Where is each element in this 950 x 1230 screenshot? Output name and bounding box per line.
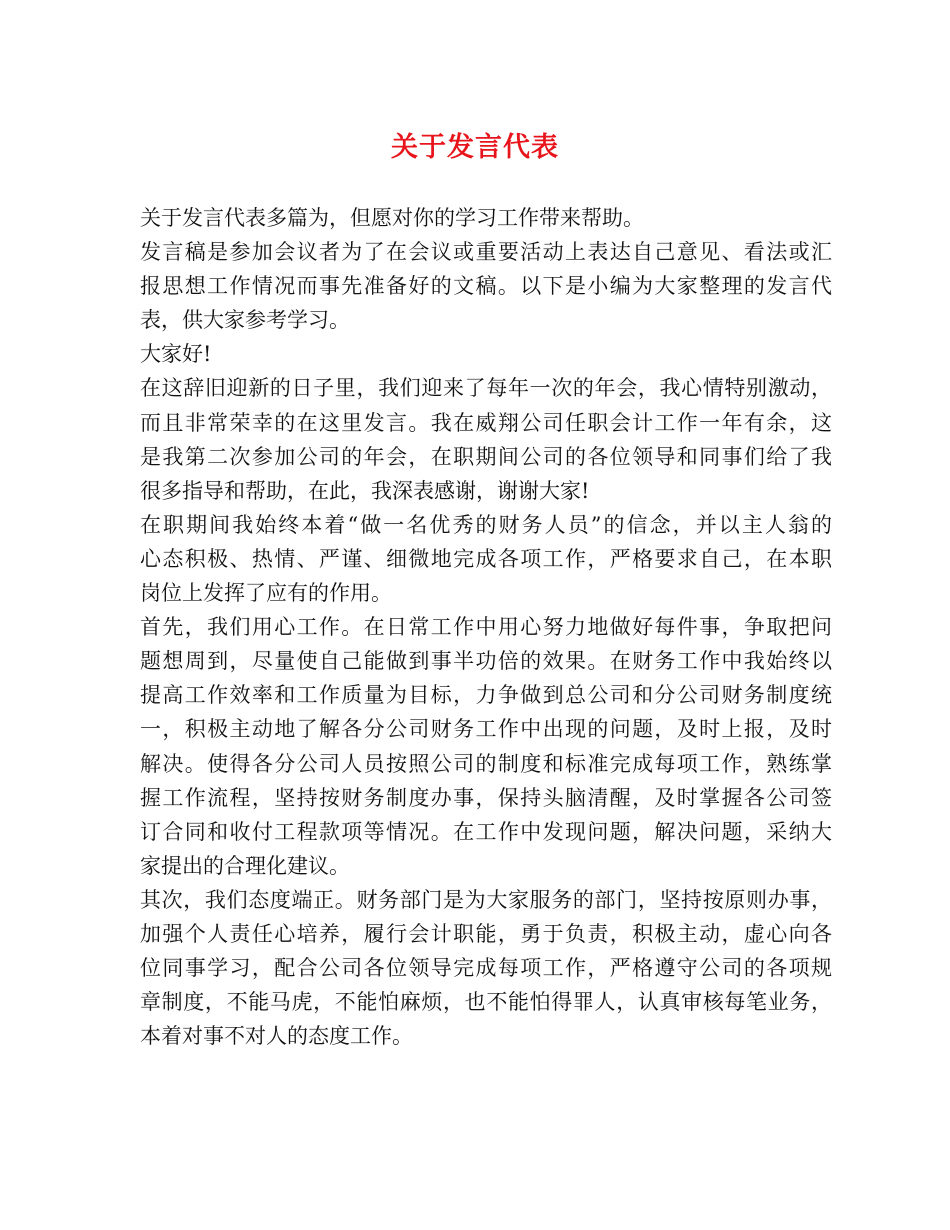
text-line: 加强个人责任心培养，履行会计职能，勇于负责，积极主动，虚心向各 bbox=[140, 921, 832, 946]
document-title: 关于发言代表 bbox=[391, 132, 559, 163]
text-line: 其次，我们态度端正。财务部门是为大家服务的部门，坚持按原则办事， bbox=[140, 887, 832, 912]
text-line: 而且非常荣幸的在这里发言。我在威翔公司任职会计工作一年有余，这 bbox=[140, 410, 832, 435]
text-line: 是我第二次参加公司的年会，在职期间公司的各位领导和同事们给了我 bbox=[140, 444, 832, 469]
text-line: 岗位上发挥了应有的作用。 bbox=[140, 581, 392, 606]
text-line: 发言稿是参加会议者为了在会议或重要活动上表达自己意见、看法或汇 bbox=[140, 240, 832, 265]
text-line: 题想周到，尽量使自己能做到事半功倍的效果。在财务工作中我始终以 bbox=[140, 649, 832, 674]
text-line: 报思想工作情况而事先准备好的文稿。以下是小编为大家整理的发言代 bbox=[140, 274, 832, 299]
text-line: 很多指导和帮助，在此，我深表感谢，谢谢大家! bbox=[140, 478, 590, 503]
text-line: 关于发言代表多篇为，但愿对你的学习工作带来帮助。 bbox=[140, 206, 644, 230]
text-line: 解决。使得各分公司人员按照公司的制度和标准完成每项工作，熟练掌 bbox=[140, 751, 832, 776]
text-line: 在这辞旧迎新的日子里，我们迎来了每年一次的年会，我心情特别激动， bbox=[140, 376, 832, 401]
text-line: 订合同和收付工程款项等情况。在工作中发现问题，解决问题，采纳大 bbox=[140, 819, 832, 844]
text-line: 家提出的合理化建议。 bbox=[140, 853, 350, 878]
text-line: 一，积极主动地了解各分公司财务工作中出现的问题，及时上报，及时 bbox=[140, 717, 832, 742]
text-line: 表，供大家参考学习。 bbox=[140, 308, 350, 333]
text-line: 握工作流程，坚持按财务制度办事，保持头脑清醒，及时掌握各公司签 bbox=[140, 785, 832, 810]
document-body bbox=[140, 201, 832, 1053]
text-line: 提高工作效率和工作质量为目标，力争做到总公司和分公司财务制度统 bbox=[140, 683, 832, 708]
text-line: 章制度，不能马虎，不能怕麻烦，也不能怕得罪人，认真审核每笔业务， bbox=[140, 990, 832, 1015]
text-line: 位同事学习，配合公司各位领导完成每项工作，严格遵守公司的各项规 bbox=[140, 956, 832, 981]
text-line: 首先，我们用心工作。在日常工作中用心努力地做好每件事，争取把问 bbox=[140, 615, 832, 640]
text-line: 在职期间我始终本着“做一名优秀的财务人员”的信念，并以主人翁的 bbox=[140, 512, 832, 537]
text-line: 心态积极、热情、严谨、细微地完成各项工作，严格要求自己，在本职 bbox=[140, 546, 832, 571]
text-line: 大家好! bbox=[140, 342, 212, 367]
text-line: 本着对事不对人的态度工作。 bbox=[140, 1024, 413, 1049]
